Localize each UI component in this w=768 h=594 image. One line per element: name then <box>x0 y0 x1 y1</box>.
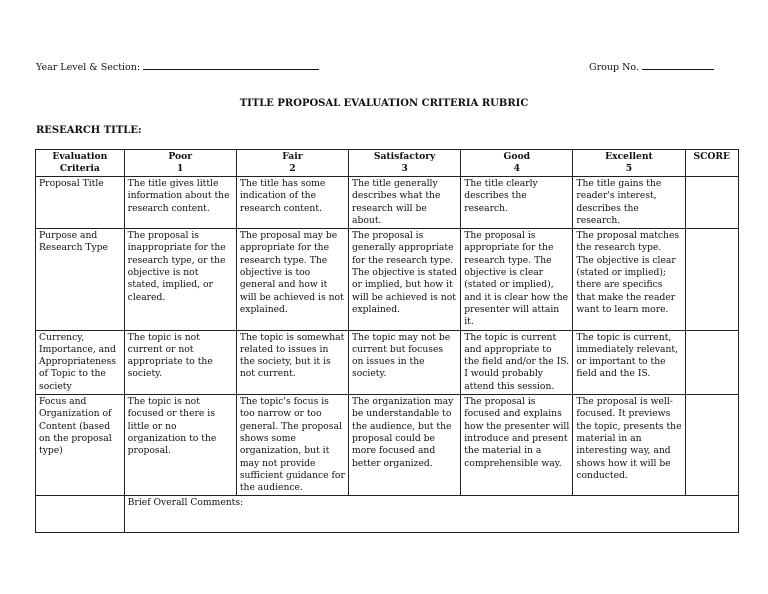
rubric-cell: The proposal is generally appropriate for the research type. The objective is stated or implied, but how it will be achieved is not explained. <box>349 229 461 330</box>
year-level-blank[interactable] <box>143 60 319 70</box>
year-level-label: Year Level & Section: <box>36 62 141 73</box>
criterion-cell: Purpose and Research Type <box>36 229 125 330</box>
criterion-cell: Currency, Importance, and Appropriateness of Topic to the society <box>36 330 125 394</box>
rubric-cell: The title clearly describes the research. <box>461 177 573 229</box>
table-row <box>36 395 739 496</box>
level-header-satisfactory: Satisfactory 3 <box>349 150 461 177</box>
score-cell[interactable] <box>685 330 738 394</box>
rubric-cell: The topic's focus is too narrow or too general. The proposal shows some organization, but it may not provide sufficient guidance for the audience. <box>236 395 348 496</box>
rubric-header-row <box>36 150 739 177</box>
document-title: TITLE PROPOSAL EVALUATION CRITERIA RUBRIC <box>239 98 529 109</box>
rubric-cell: The organization may be understandable to the audience, but the proposal could be more focused and better organized. <box>349 395 461 496</box>
criterion-cell: Focus and Organization of Content (based on the proposal type) <box>36 395 125 496</box>
criterion-cell: Proposal Title <box>36 177 125 229</box>
table-row <box>36 177 739 229</box>
level-header-good: Good 4 <box>461 150 573 177</box>
table-row <box>36 330 739 394</box>
group-number-line <box>589 60 714 73</box>
rubric-cell: The topic is somewhat related to issues in the society, but it is not current. <box>236 330 348 394</box>
score-cell[interactable] <box>685 177 738 229</box>
score-cell[interactable] <box>685 395 738 496</box>
group-number-blank[interactable] <box>642 60 714 70</box>
rubric-cell: The proposal is inappropriate for the research type, or the objective is not stated, implied, or cleared. <box>124 229 236 330</box>
rubric-cell: The proposal is focused and explains how the presenter will introduce and present the material in a comprehensible way. <box>461 395 573 496</box>
rubric-cell: The title gains the reader's interest, describes the research. <box>573 177 685 229</box>
comments-row <box>36 496 739 533</box>
rubric-table <box>35 149 739 533</box>
rubric-cell: The proposal is well-focused. It previews the topic, presents the material in an interesting way, and shows how it will be conducted. <box>573 395 685 496</box>
year-level-section-line <box>36 60 319 73</box>
score-cell[interactable] <box>685 229 738 330</box>
table-row <box>36 229 739 330</box>
rubric-cell: The topic may not be current but focuses on issues in the society. <box>349 330 461 394</box>
score-header: SCORE <box>685 150 738 177</box>
rubric-cell: The proposal is appropriate for the research type. The objective is clear (stated or implied), and it is clear how the presenter will attain it. <box>461 229 573 330</box>
group-label: Group No. <box>589 62 639 73</box>
level-header-fair: Fair 2 <box>236 150 348 177</box>
rubric-cell: The title gives little information about the research content. <box>124 177 236 229</box>
comments-spacer-cell <box>36 496 125 533</box>
rubric-cell: The topic is current and appropriate to the field and/or the IS. I would probably attend this session. <box>461 330 573 394</box>
criteria-header: Evaluation Criteria <box>36 150 125 177</box>
rubric-cell: The topic is not focused or there is little or no organization to the proposal. <box>124 395 236 496</box>
comments-cell[interactable] <box>124 496 738 533</box>
rubric-cell: The proposal matches the research type. The objective is clear (stated or implied); there are specifics that make the reader want to learn more. <box>573 229 685 330</box>
rubric-cell: The topic is current, immediately relevant, or important to the field and the IS. <box>573 330 685 394</box>
comments-label: Brief Overall Comments: <box>127 497 244 509</box>
research-title-label: RESEARCH TITLE: <box>36 125 142 136</box>
level-header-excellent: Excellent 5 <box>573 150 685 177</box>
rubric-cell: The topic is not current or not appropriate to the society. <box>124 330 236 394</box>
rubric-cell: The title has some indication of the research content. <box>236 177 348 229</box>
rubric-cell: The proposal may be appropriate for the research type. The objective is too general and how it will be achieved is not explained. <box>236 229 348 330</box>
rubric-cell: The title generally describes what the research will be about. <box>349 177 461 229</box>
level-header-poor: Poor 1 <box>124 150 236 177</box>
